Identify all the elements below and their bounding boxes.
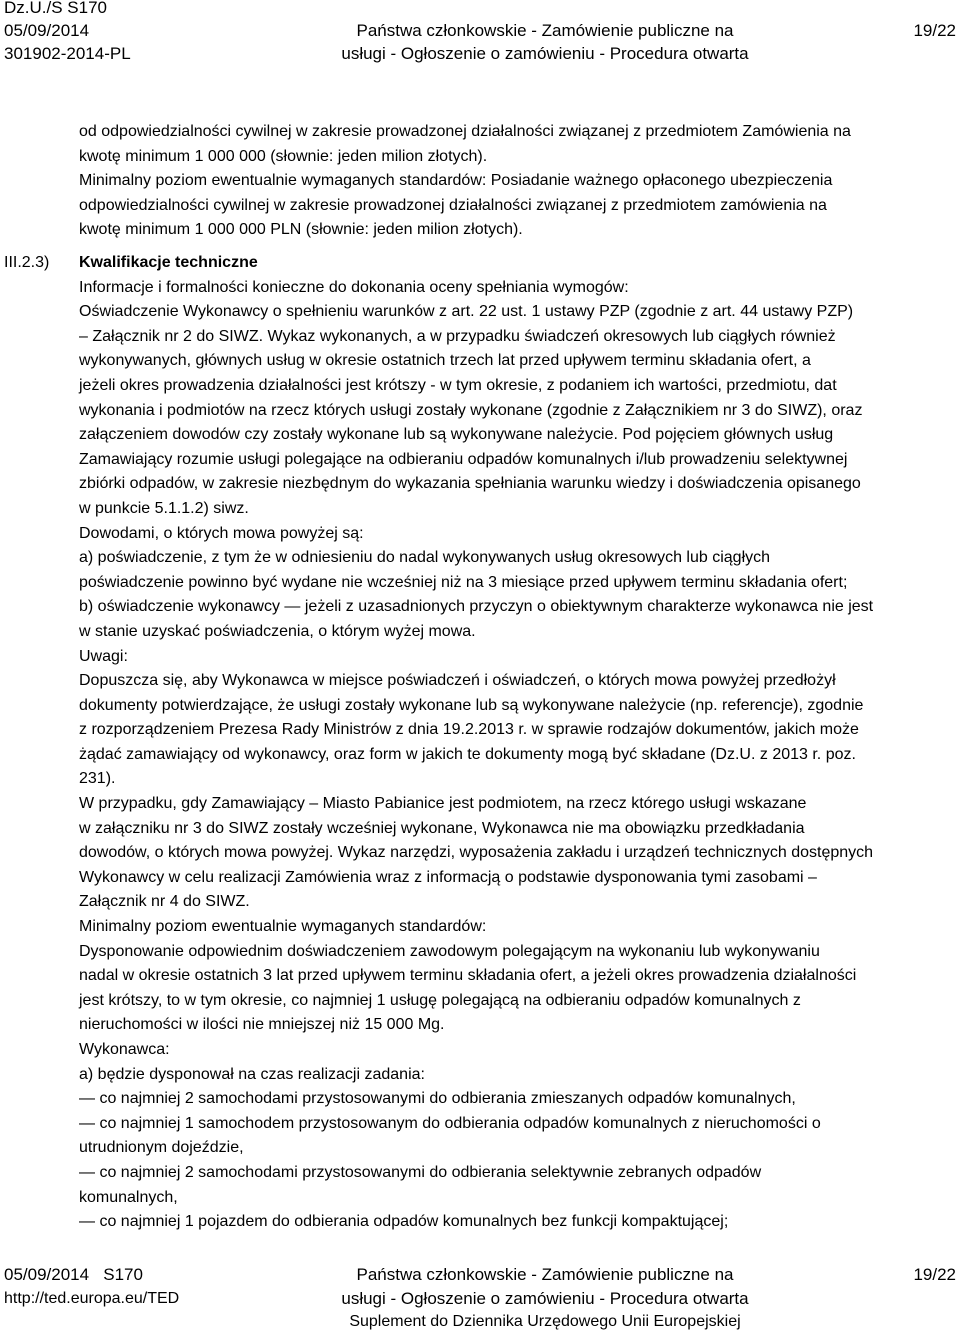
- text-line: Dopuszcza się, aby Wykonawca w miejsce poświadczeń i oświadczeń, o których mowa powyżej przedłożył: [79, 672, 836, 690]
- text-line: wykonywanych, głównych usług w okresie ostatnich trzech lat przed upływem terminu składania ofert, a: [79, 352, 811, 370]
- text-line: Zamawiający rozumie usługi polegające na odbieraniu odpadów komunalnych i/lub prowadzeniu selektywnej: [79, 450, 848, 468]
- text-line: w punkcie 5.1.1.2) siwz.: [79, 499, 249, 517]
- text-line: Dowodami, o których mowa powyżej są:: [79, 524, 364, 542]
- header-title-line-2: usługi - Ogłoszenie o zamówieniu - Procedura otwarta: [341, 44, 749, 63]
- text-line: Informacje i formalności konieczne do dokonania oceny spełniania wymogów:: [79, 278, 629, 296]
- header-title: [300, 19, 790, 65]
- text-line: nadal w okresie ostatnich 3 lat przed upływem terminu składania ofert, a jeżeli okres prowadzenia działalności: [79, 967, 857, 985]
- text-line: dowodów, o których mowa powyżej. Wykaz narzędzi, wyposażenia zakładu i urządzeń technicznych dostępnych: [79, 844, 874, 862]
- text-line: nieruchomości w ilości nie mniejszej niż 15 000 Mg.: [79, 1016, 445, 1034]
- text-line: zbiórki odpadów, w zakresie niezbędnym do wykazania spełniania warunku wiedzy i doświadczenia opisanego: [79, 475, 861, 493]
- text-line: żądać zamawiający od wykonawcy, oraz form w jakich te dokumenty mogą być składane (Dz.U. z 2013 r. poz.: [79, 745, 856, 763]
- text-line: Oświadczenie Wykonawcy o spełnieniu warunków z art. 22 ust. 1 ustawy PZP (zgodnie z art. 44 ustawy PZP): [79, 303, 854, 321]
- text-line: — co najmniej 2 samochodami przystosowanymi do odbierania selektywnie zebranych odpadów: [79, 1163, 762, 1181]
- text-line: odpowiedzialności cywilnej w zakresie prowadzonej działalności związanej z przedmiotem zamówienia na: [79, 196, 827, 214]
- text-line: poświadczenie powinno być wydane nie wcześniej niż na 3 miesiące przed upływem terminu składania ofert;: [79, 573, 848, 591]
- text-line: Minimalny poziom ewentualnie wymaganych standardów: Posiadanie ważnego opłaconego ubezpieczenia: [79, 172, 833, 190]
- text-line: w załączniku nr 3 do SIWZ zostały wcześniej wykonane, Wykonawca nie ma obowiązku przedkładania: [79, 819, 805, 837]
- text-line: Dysponowanie odpowiednim doświadczeniem zawodowym polegającym na wykonaniu lub wykonywaniu: [79, 942, 820, 960]
- footer-date-series: [4, 1263, 179, 1287]
- text-line: jeżeli okres prowadzenia działalności jest krótszy - w tym okresie, z podaniem ich wartości, przedmiotu, dat: [79, 376, 837, 394]
- footer-title: [300, 1263, 790, 1334]
- text-line: – Załącznik nr 2 do SIWZ. Wykaz wykonanych, a w przypadku świadczeń okresowych lub ciągłych również: [79, 327, 836, 345]
- section-content: [79, 251, 959, 1235]
- text-line: 231).: [79, 770, 116, 788]
- text-line: a) będzie dysponował na czas realizacji zadania:: [79, 1065, 425, 1083]
- text-line: Minimalny poziom ewentualnie wymaganych standardów:: [79, 918, 487, 936]
- intro-paragraph: [79, 120, 959, 243]
- page-header: [0, 0, 960, 70]
- footer-series: S170: [103, 1265, 143, 1284]
- text-line: wykonania i podmiotów na rzecz których usługi zostały wykonane (zgodnie z Załącznikiem nr 3 do SIWZ), oraz: [79, 401, 863, 419]
- text-line: dokumenty potwierdzające, że usługi zostały wykonane lub są wykonywane należycie (np. referencje), zgodnie: [79, 696, 864, 714]
- journal-reference: Dz.U./S S170: [4, 0, 107, 17]
- publication-date: 05/09/2014: [4, 21, 90, 40]
- text-line: W przypadku, gdy Zamawiający – Miasto Pabianice jest podmiotem, na rzecz którego usługi wskazane: [79, 795, 807, 813]
- section-number: III.2.3): [4, 254, 50, 271]
- header-left: [4, 0, 131, 65]
- text-line: Załącznik nr 4 do SIWZ.: [79, 893, 250, 911]
- text-line: komunalnych,: [79, 1188, 178, 1206]
- text-line: utrudnionym dojeździe,: [79, 1139, 244, 1157]
- text-line: załączeniem dowodów czy zostały wykonane lub są wykonywane należycie. Pod pojęciem głównych usług: [79, 426, 834, 444]
- text-line: od odpowiedzialności cywilnej w zakresie prowadzonej działalności związanej z przedmiotem Zamówienia na: [79, 123, 851, 140]
- document-number: 301902-2014-PL: [4, 44, 131, 63]
- footer-title-line-3: Suplement do Dziennika Urzędowego Unii Europejskiej: [349, 1313, 741, 1330]
- footer-title-line-1: Państwa członkowskie - Zamówienie publiczne na: [356, 1265, 734, 1284]
- header-page-number: 19/22: [913, 21, 956, 40]
- header-title-line-1: Państwa członkowskie - Zamówienie publiczne na: [356, 21, 734, 40]
- text-line: kwotę minimum 1 000 000 PLN (słownie: jeden milion złotych).: [79, 221, 523, 239]
- footer-left: [4, 1263, 179, 1310]
- text-line: — co najmniej 1 pojazdem do odbierania odpadów komunalnych bez funkcji kompaktującej;: [79, 1213, 729, 1231]
- text-line: Wykonawca:: [79, 1041, 170, 1058]
- text-line: Uwagi:: [79, 647, 128, 665]
- text-line: kwotę minimum 1 000 000 (słownie: jeden milion złotych).: [79, 147, 488, 165]
- text-line: — co najmniej 1 samochodem przystosowanym do odbierania odpadów komunalnych z nieruchomości o: [79, 1114, 821, 1132]
- text-line: a) poświadczenie, z tym że w odniesieniu do nadal wykonywanych usług okresowych lub ciągłych: [79, 549, 771, 567]
- footer-date: 05/09/2014: [4, 1265, 90, 1284]
- text-line: z rozporządzeniem Prezesa Rady Ministrów z dnia 19.2.2013 r. w sprawie rodzajów dokumentów, jakich może: [79, 721, 859, 739]
- text-line: b) oświadczenie wykonawcy — jeżeli z uzasadnionych przyczyn o obiektywnym charakterze wykonawca nie jest: [79, 598, 874, 616]
- text-line: — co najmniej 2 samochodami przystosowanymi do odbierania zmieszanych odpadów komunalnych,: [79, 1090, 796, 1108]
- text-line: jest krótszy, to w tym okresie, co najmniej 1 usługę polegającą na odbieraniu odpadów komunalnych z: [79, 991, 801, 1009]
- text-line: w stanie uzyskać poświadczenia, o którym wyżej mowa.: [79, 622, 476, 640]
- text-line: Wykonawcy w celu realizacji Zamówienia wraz z informacją o podstawie dysponowania tymi zasobami –: [79, 868, 817, 886]
- ted-link[interactable]: http://ted.europa.eu/TED: [4, 1289, 180, 1307]
- footer-page-number: 19/22: [913, 1265, 956, 1284]
- footer-title-line-2: usługi - Ogłoszenie o zamówieniu - Procedura otwarta: [341, 1288, 749, 1308]
- section-heading: Kwalifikacje techniczne: [79, 254, 258, 271]
- page-footer: [0, 1263, 960, 1334]
